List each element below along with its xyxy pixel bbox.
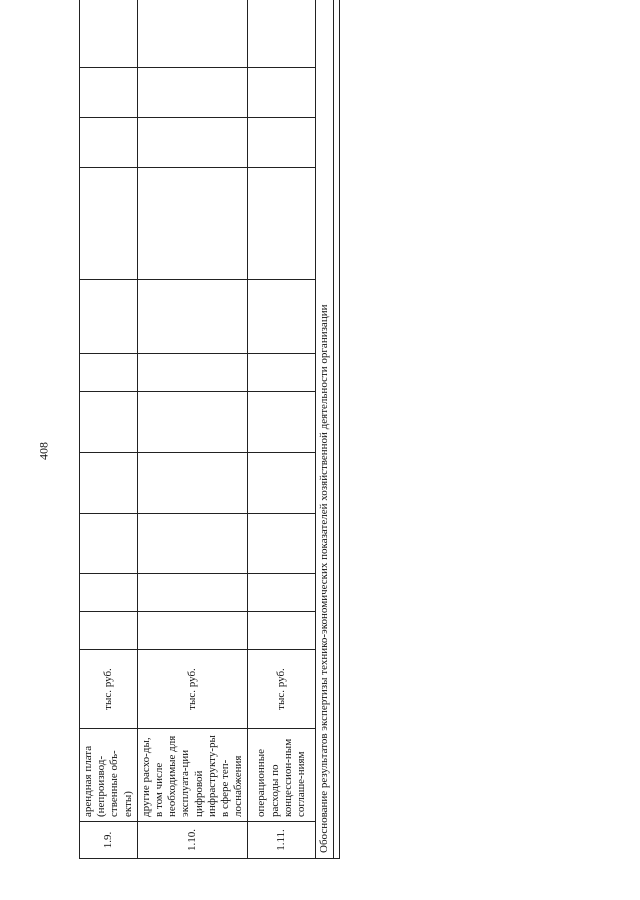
value-cell	[248, 453, 316, 514]
value-cell	[137, 453, 248, 514]
table-row	[80, 0, 138, 859]
value-cell	[137, 118, 248, 168]
value-cell	[80, 612, 138, 650]
value-cell	[137, 392, 248, 453]
row-unit: тыс. руб.	[80, 650, 138, 729]
value-cell	[137, 0, 248, 68]
value-cell	[80, 574, 138, 612]
table-row	[334, 0, 340, 859]
value-cell	[248, 354, 316, 392]
row-description: арендная плата (непроизвод-ственные объ-екты)	[80, 729, 138, 822]
row-number: 1.11.	[248, 822, 316, 859]
page-number: 408	[36, 442, 51, 460]
value-cell	[137, 514, 248, 574]
value-cell	[137, 168, 248, 280]
indicators-table	[79, 43, 343, 859]
value-cell	[137, 612, 248, 650]
value-cell	[80, 354, 138, 392]
value-cell	[80, 118, 138, 168]
value-cell	[137, 280, 248, 354]
value-cell	[137, 68, 248, 118]
value-cell	[137, 574, 248, 612]
value-cell	[248, 514, 316, 574]
value-cell	[80, 0, 138, 68]
value-cell	[248, 118, 316, 168]
value-cell	[80, 68, 138, 118]
row-number: 1.10.	[137, 822, 248, 859]
empty-cell	[334, 0, 340, 859]
value-cell	[80, 453, 138, 514]
value-cell	[248, 574, 316, 612]
value-cell	[80, 392, 138, 453]
row-description: операционные расходы по концессион-ным соглаше-ниям	[248, 729, 316, 822]
value-cell	[248, 280, 316, 354]
basis-text: Обоснование результатов экспертизы технико-экономических показателей хозяйственной деятельности организации	[316, 0, 334, 859]
row-description: другие расхо-ды, в том числе необходимые для эксплуата-ции цифровой инфраструкту-ры в сфере теп-лоснабжения	[137, 729, 248, 822]
value-cell	[248, 392, 316, 453]
row-number: 1.9.	[80, 822, 138, 859]
value-cell	[80, 280, 138, 354]
value-cell	[137, 354, 248, 392]
table-row	[137, 0, 248, 859]
value-cell	[248, 168, 316, 280]
table-row	[248, 0, 316, 859]
value-cell	[80, 168, 138, 280]
row-unit: тыс. руб.	[248, 650, 316, 729]
value-cell	[248, 68, 316, 118]
value-cell	[80, 514, 138, 574]
row-unit: тыс. руб.	[137, 650, 248, 729]
value-cell	[248, 612, 316, 650]
table-row	[316, 0, 334, 859]
value-cell	[248, 0, 316, 68]
